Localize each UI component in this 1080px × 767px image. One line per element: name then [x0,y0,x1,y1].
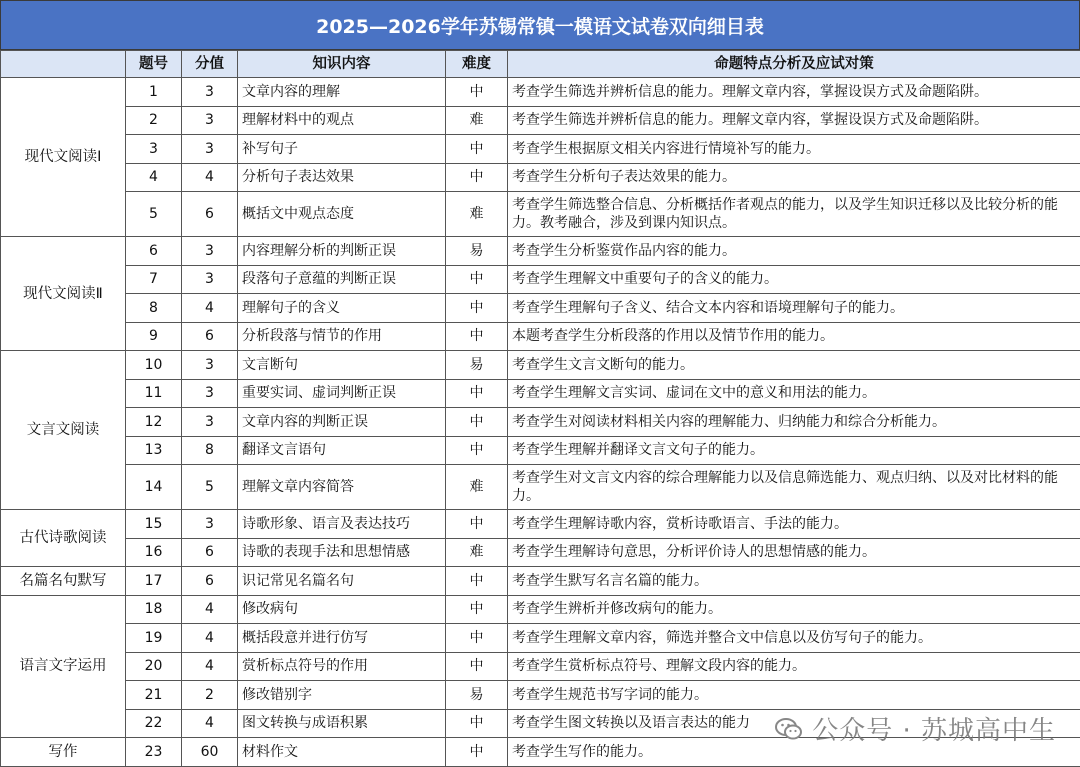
knowledge-cell: 概括文中观点态度 [238,192,446,237]
difficulty-cell: 中 [446,379,508,408]
question-number: 23 [126,738,182,767]
table-row [1,510,1080,539]
knowledge-cell: 分析句子表达效果 [238,163,446,192]
difficulty-cell: 易 [446,351,508,380]
difficulty-cell: 中 [446,652,508,681]
section-name: 名篇名句默写 [1,567,126,596]
score-cell: 6 [182,192,238,237]
score-cell: 4 [182,709,238,738]
header-knowledge: 知识内容 [238,51,446,78]
analysis-cell: 考查学生对文言文内容的综合理解能力以及信息筛选能力、观点归纳、以及对比材料的能力。 [508,465,1080,510]
knowledge-cell: 识记常见名篇名句 [238,567,446,596]
score-cell: 4 [182,624,238,653]
analysis-cell: 考查学生理解文言实词、虚词在文中的意义和用法的能力。 [508,379,1080,408]
table-row [1,681,1080,710]
question-number: 2 [126,106,182,135]
header-score: 分值 [182,51,238,78]
question-number: 20 [126,652,182,681]
analysis-cell: 考查学生根据原文相关内容进行情境补写的能力。 [508,135,1080,164]
score-cell: 8 [182,436,238,465]
table-row [1,237,1080,266]
section-name: 古代诗歌阅读 [1,510,126,567]
knowledge-cell: 重要实词、虚词判断正误 [238,379,446,408]
difficulty-cell: 中 [446,624,508,653]
knowledge-cell: 理解材料中的观点 [238,106,446,135]
difficulty-cell: 中 [446,294,508,323]
analysis-cell: 考查学生辨析并修改病句的能力。 [508,595,1080,624]
difficulty-cell: 中 [446,322,508,351]
score-cell: 3 [182,510,238,539]
knowledge-cell: 修改错别字 [238,681,446,710]
analysis-cell: 考查学生筛选并辨析信息的能力。理解文章内容，掌握设误方式及命题陷阱。 [508,106,1080,135]
table-row [1,624,1080,653]
knowledge-cell: 内容理解分析的判断正误 [238,237,446,266]
analysis-cell: 考查学生赏析标点符号、理解文段内容的能力。 [508,652,1080,681]
knowledge-cell: 理解文章内容简答 [238,465,446,510]
knowledge-cell: 理解句子的含义 [238,294,446,323]
score-cell: 60 [182,738,238,767]
header-difficulty: 难度 [446,51,508,78]
question-number: 7 [126,265,182,294]
score-cell: 3 [182,78,238,107]
knowledge-cell: 修改病句 [238,595,446,624]
analysis-cell: 考查学生筛选整合信息、分析概括作者观点的能力，以及学生知识迁移以及比较分析的能力。教考融合，涉及到课内知识点。 [508,192,1080,237]
score-cell: 6 [182,322,238,351]
question-number: 11 [126,379,182,408]
difficulty-cell: 中 [446,265,508,294]
analysis-cell: 考查学生理解文中重要句子的含义的能力。 [508,265,1080,294]
table-row [1,78,1080,107]
knowledge-cell: 文章内容的判断正误 [238,408,446,437]
difficulty-cell: 中 [446,567,508,596]
header-row [1,51,1080,78]
question-number: 5 [126,192,182,237]
question-number: 1 [126,78,182,107]
knowledge-cell: 分析段落与情节的作用 [238,322,446,351]
score-cell: 3 [182,106,238,135]
score-cell: 4 [182,163,238,192]
table-row [1,465,1080,510]
question-number: 15 [126,510,182,539]
analysis-cell: 考查学生默写名言名篇的能力。 [508,567,1080,596]
knowledge-cell: 文章内容的理解 [238,78,446,107]
header-section [1,51,126,78]
difficulty-cell: 中 [446,510,508,539]
question-number: 6 [126,237,182,266]
section-name: 文言文阅读 [1,351,126,510]
section-name: 语言文字运用 [1,595,126,738]
knowledge-cell: 赏析标点符号的作用 [238,652,446,681]
table-row [1,538,1080,567]
analysis-cell: 考查学生文言文断句的能力。 [508,351,1080,380]
question-number: 16 [126,538,182,567]
analysis-cell: 本题考查学生分析段落的作用以及情节作用的能力。 [508,322,1080,351]
watermark-text: 公众号 · 苏城高中生 [812,710,1056,747]
table-row [1,408,1080,437]
question-number: 19 [126,624,182,653]
question-number: 3 [126,135,182,164]
score-cell: 3 [182,379,238,408]
difficulty-cell: 易 [446,237,508,266]
table-row [1,595,1080,624]
difficulty-cell: 中 [446,738,508,767]
exam-table [0,50,1080,767]
knowledge-cell: 材料作文 [238,738,446,767]
analysis-cell: 考查学生对阅读材料相关内容的理解能力、归纳能力和综合分析能力。 [508,408,1080,437]
table-row [1,567,1080,596]
table-row [1,436,1080,465]
knowledge-cell: 图文转换与成语积累 [238,709,446,738]
analysis-cell: 考查学生理解句子含义、结合文本内容和语境理解句子的能力。 [508,294,1080,323]
analysis-cell: 考查学生写作的能力。 [508,738,1080,767]
knowledge-cell: 补写句子 [238,135,446,164]
score-cell: 3 [182,408,238,437]
score-cell: 3 [182,351,238,380]
header-number: 题号 [126,51,182,78]
knowledge-cell: 文言断句 [238,351,446,380]
score-cell: 4 [182,595,238,624]
analysis-cell: 考查学生理解并翻译文言文句子的能力。 [508,436,1080,465]
score-cell: 6 [182,538,238,567]
question-number: 12 [126,408,182,437]
difficulty-cell: 中 [446,436,508,465]
table-row [1,106,1080,135]
knowledge-cell: 概括段意并进行仿写 [238,624,446,653]
section-name: 现代文阅读Ⅰ [1,78,126,237]
knowledge-cell: 诗歌的表现手法和思想情感 [238,538,446,567]
table-body [1,78,1080,767]
table-row [1,379,1080,408]
header-analysis: 命题特点分析及应试对策 [508,51,1080,78]
analysis-cell: 考查学生规范书写字词的能力。 [508,681,1080,710]
table-row [1,294,1080,323]
analysis-cell: 考查学生筛选并辨析信息的能力。理解文章内容，掌握设误方式及命题陷阱。 [508,78,1080,107]
wechat-icon [774,714,804,744]
analysis-cell: 考查学生图文转换以及语言表达的能力 [508,709,1080,738]
analysis-cell: 考查学生分析句子表达效果的能力。 [508,163,1080,192]
score-cell: 6 [182,567,238,596]
knowledge-cell: 段落句子意蕴的判断正误 [238,265,446,294]
question-number: 21 [126,681,182,710]
table-row [1,265,1080,294]
table-row [1,163,1080,192]
difficulty-cell: 中 [446,135,508,164]
difficulty-cell: 中 [446,78,508,107]
difficulty-cell: 难 [446,106,508,135]
analysis-cell: 考查学生理解诗句意思，分析评价诗人的思想情感的能力。 [508,538,1080,567]
difficulty-cell: 难 [446,465,508,510]
knowledge-cell: 翻译文言语句 [238,436,446,465]
score-cell: 4 [182,294,238,323]
difficulty-cell: 难 [446,192,508,237]
question-number: 10 [126,351,182,380]
question-number: 22 [126,709,182,738]
table-row [1,192,1080,237]
difficulty-cell: 中 [446,408,508,437]
difficulty-cell: 中 [446,709,508,738]
table-row [1,652,1080,681]
section-name: 写作 [1,738,126,767]
score-cell: 3 [182,265,238,294]
question-number: 18 [126,595,182,624]
question-number: 17 [126,567,182,596]
question-number: 14 [126,465,182,510]
question-number: 9 [126,322,182,351]
analysis-cell: 考查学生分析鉴赏作品内容的能力。 [508,237,1080,266]
difficulty-cell: 中 [446,163,508,192]
table-title [0,0,1080,50]
score-cell: 3 [182,135,238,164]
score-cell: 4 [182,652,238,681]
table-row [1,322,1080,351]
score-cell: 5 [182,465,238,510]
section-name: 现代文阅读Ⅱ [1,237,126,351]
score-cell: 3 [182,237,238,266]
watermark [774,710,1056,747]
table-row [1,135,1080,164]
difficulty-cell: 中 [446,595,508,624]
score-cell: 2 [182,681,238,710]
difficulty-cell: 难 [446,538,508,567]
knowledge-cell: 诗歌形象、语言及表达技巧 [238,510,446,539]
page-title: 2025—2026学年苏锡常镇一模语文试卷双向细目表 [316,12,764,39]
analysis-cell: 考查学生理解诗歌内容，赏析诗歌语言、手法的能力。 [508,510,1080,539]
question-number: 8 [126,294,182,323]
question-number: 4 [126,163,182,192]
analysis-cell: 考查学生理解文章内容，筛选并整合文中信息以及仿写句子的能力。 [508,624,1080,653]
table-row [1,351,1080,380]
difficulty-cell: 易 [446,681,508,710]
question-number: 13 [126,436,182,465]
